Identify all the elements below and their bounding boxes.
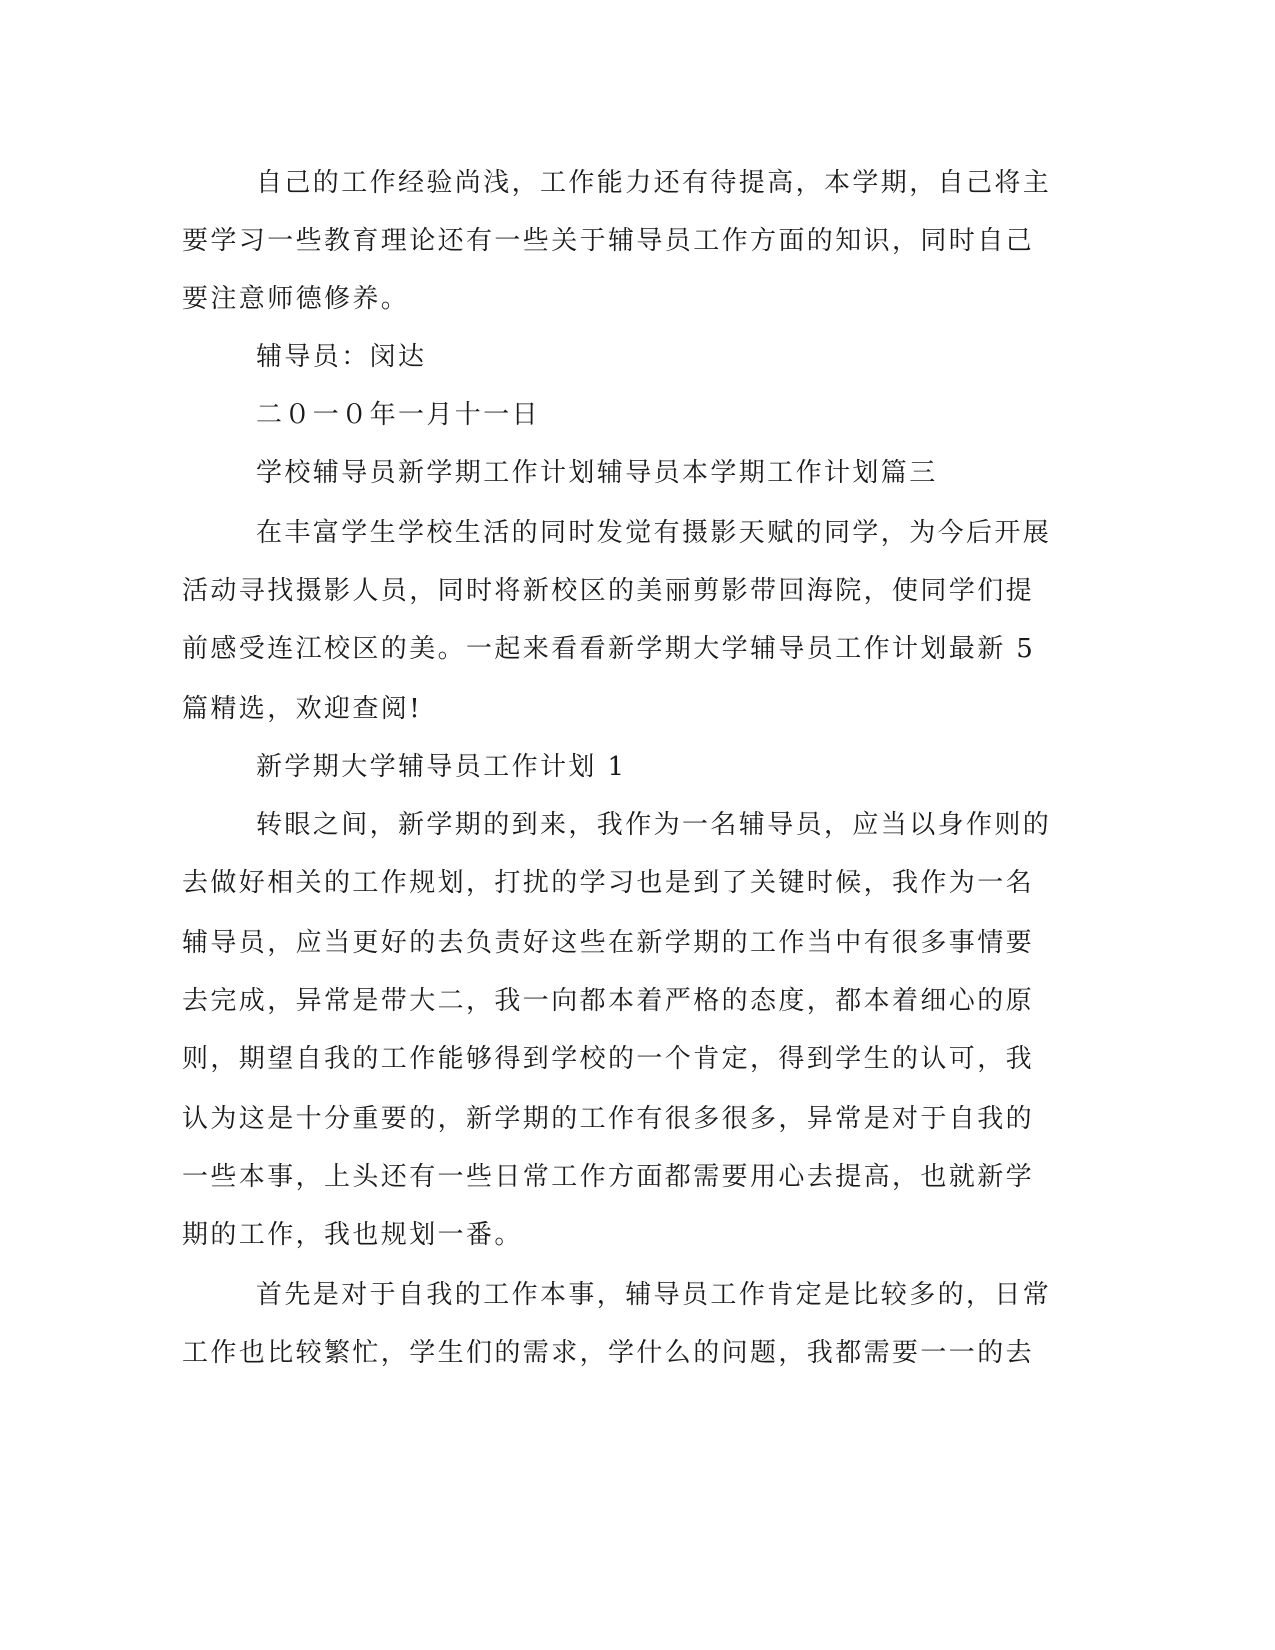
text-line: 一些本事，上头还有一些日常工作方面都需要用心去提高，也就新学 — [182, 1162, 1035, 1192]
text-line: 期的工作，我也规划一番。 — [182, 1220, 523, 1250]
signature-line: 辅导员：闵达 — [256, 342, 427, 372]
text-line: 去做好相关的工作规划，打扰的学习也是到了关键时候，我作为一名 — [182, 868, 1035, 898]
text-line: 在丰富学生学校生活的同时发觉有摄影天赋的同学，为今后开展 — [256, 518, 1052, 548]
section-heading: 学校辅导员新学期工作计划辅导员本学期工作计划篇三 — [256, 458, 938, 488]
text-line: 自己的工作经验尚浅，工作能力还有待提高，本学期，自己将主 — [256, 168, 1052, 198]
text-line: 前感受连江校区的美。一起来看看新学期大学辅导员工作计划最新 5 — [182, 634, 1036, 664]
text-line: 工作也比较繁忙，学生们的需求，学什么的问题，我都需要一一的去 — [182, 1338, 1035, 1368]
text-line: 要注意师德修养。 — [182, 284, 410, 314]
text-line: 认为这是十分重要的，新学期的工作有很多很多，异常是对于自我的 — [182, 1104, 1035, 1134]
text-line: 转眼之间，新学期的到来，我作为一名辅导员，应当以身作则的 — [256, 810, 1052, 840]
subsection-heading: 新学期大学辅导员工作计划 1 — [256, 752, 627, 782]
text-line: 篇精选，欢迎查阅! — [182, 694, 423, 724]
text-line: 去完成，异常是带大二，我一向都本着严格的态度，都本着细心的原 — [182, 986, 1035, 1016]
text-line: 要学习一些教育理论还有一些关于辅导员工作方面的知识，同时自己 — [182, 226, 1035, 256]
text-line: 则，期望自我的工作能够得到学校的一个肯定，得到学生的认可，我 — [182, 1044, 1035, 1074]
text-line: 首先是对于自我的工作本事，辅导员工作肯定是比较多的，日常 — [256, 1280, 1052, 1310]
date-line: 二０一０年一月十一日 — [256, 400, 541, 430]
text-line: 活动寻找摄影人员，同时将新校区的美丽剪影带回海院，使同学们提 — [182, 576, 1035, 606]
text-line: 辅导员，应当更好的去负责好这些在新学期的工作当中有很多事情要 — [182, 928, 1035, 958]
